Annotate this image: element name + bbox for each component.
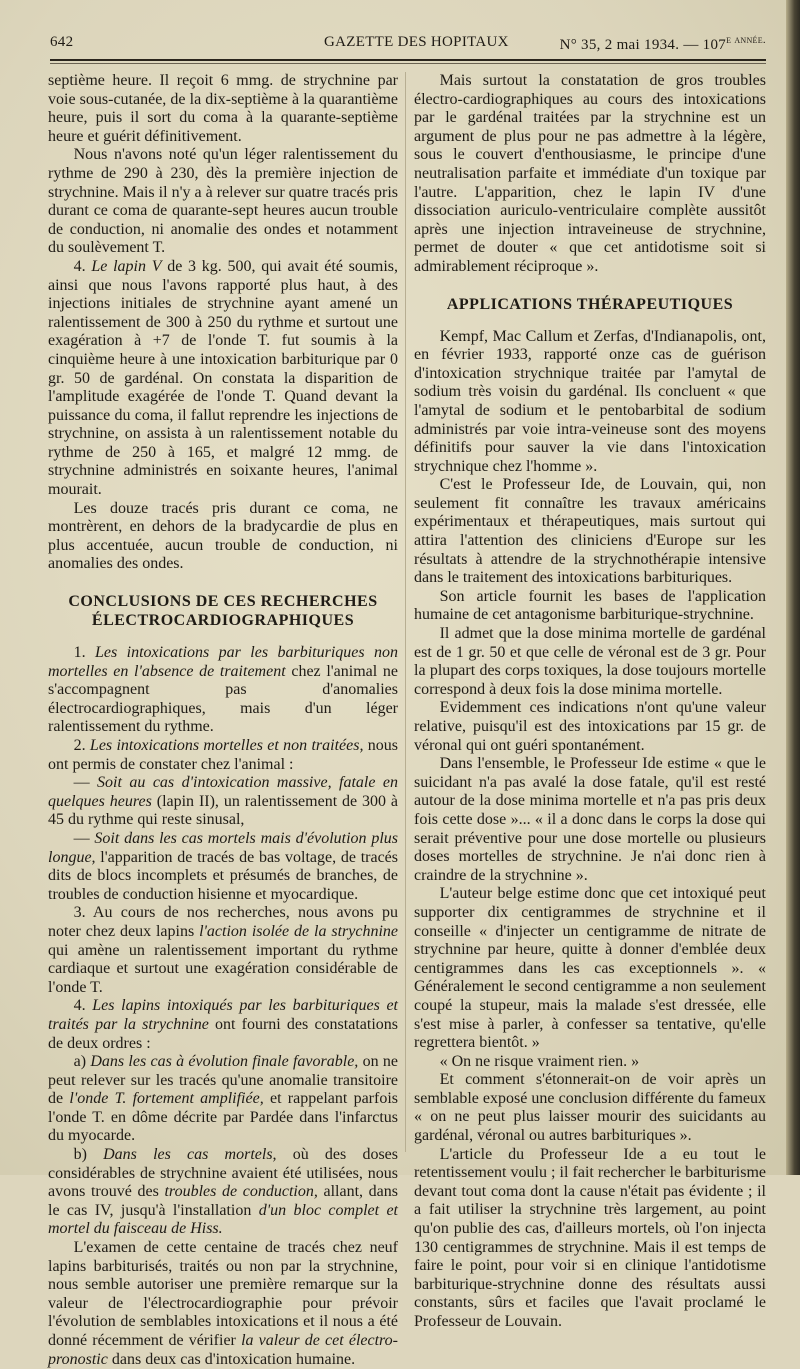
text-run: qui amène un ralentissement important du rythme cardiaque et surtout une exagération considérable de l'onde T. xyxy=(48,941,398,996)
paragraph: Mais surtout la constatation de gros troubles électro-cardiographiques au cours des intoxications par le gardénal traitées par la strychnine est un argument de plus pour ne pas admettre à la légère, sous le couvert d'enthousiasme, le principe d'une neutralisation parfaite et immédiate d'un toxique par l'autre. L'apparition, chez le lapin IV d'une dissociation auriculo-ventriculaire complète aussitôt après une injection intraveineuse de strychnine, permet de douter « que cet antidotisme soit si admirablement réciproque ». xyxy=(414,72,766,275)
left-column xyxy=(48,72,399,1368)
text-run-italic: Les intoxications par les barbituriques non mortelles en l'absence de traitement xyxy=(48,644,399,680)
paragraph xyxy=(48,774,398,830)
text-run-italic: Soit au cas d'intoxication massive, fatale en quelques heures xyxy=(48,774,399,810)
text-run: allant, dans le cas IV, jusqu'à l'installation xyxy=(48,1183,399,1219)
paragraph xyxy=(48,644,398,737)
paragraph: Il admet que la dose minima mortelle de gardénal est de 1 gr. 50 et que celle de véronal est de 3 gr. Pour la plupart des corps toxiques, la dose toujours mortelle correspond à deux fois la dose minima mortelle. xyxy=(414,625,766,698)
issue-date-text: N° 35, 2 mai 1934. — 107 xyxy=(559,37,727,53)
page-number: 642 xyxy=(50,34,74,50)
text-run: L'examen de cette centaine de tracés chez neuf lapins barbiturisés, traités ou non par la strychnine, nous semble autoriser une première remarque sur la valeur de l'électrocardiographie pour prévoir l'évolution de semblables intoxications et il nous a été donné récemment de vérifier xyxy=(48,1239,398,1349)
text-run: 4. xyxy=(73,997,93,1015)
section-heading: CONCLUSIONS DE CES RECHERCHES ÉLECTROCARDIOGRAPHIQUES xyxy=(68,593,378,630)
text-run-italic: Dans les cas mortels, xyxy=(103,1146,277,1164)
text-run: de 3 kg. 500, qui avait été soumis, ainsi que nous l'avons rapporté plus haut, à des injections initiales de strychnine ayant amené un ralentissement de 300 à 250 du rythme et surtout une exagération à +7 de l'onde T. fut soumis à la cinquième heure à une intoxication barbiturique par 0 gr. 50 de gardénal. On constata la disparition de l'amplitude exagérée de l'onde T. Quand devant la puissance du coma, il fallut reprendre les injections de strychnine, on assista à un ralentissement notable du rythme de 250 à 165, et malgré 12 mmg. de strychnine administrés en soixante heures, l'animal mourait. xyxy=(48,257,399,499)
text-run-italic: la valeur de cet électro-pronostic xyxy=(48,1332,398,1368)
text-run-italic: Les intoxications mortelles et non traitées, xyxy=(89,737,364,754)
text-run: 1. xyxy=(73,644,95,662)
text-run: l'apparition de tracés de bas voltage, de tracés dits de blocs incomplets et présumés de branches, de troubles de conduction hisienne et myocardique. xyxy=(48,848,398,903)
text-run: nous ont permis de constater chez l'animal : xyxy=(48,737,399,773)
text-run: dans deux cas d'intoxication humaine. xyxy=(107,1350,356,1368)
page-header xyxy=(50,34,766,54)
header-rule-thin xyxy=(50,63,766,64)
journal-title: GAZETTE DES HOPITAUX xyxy=(324,34,509,50)
text-run: chez l'animal ne s'accompagnent pas d'anomalies électrocardiographiques, mais d'un léger ralentissement du rythme. xyxy=(48,662,398,736)
right-column xyxy=(414,72,766,1330)
paragraph: Et comment s'étonnerait-on de voir après un semblable exposé une conclusion différente du fameux « on ne peut plus laisser mourir des suicidants au gardénal, véronal ou autres barbituriques ». xyxy=(414,1071,766,1145)
text-run: 2. xyxy=(73,737,90,754)
text-run: 3. Au cours de nos recherches, nous avons pu noter chez deux lapins xyxy=(48,904,398,940)
text-run: — xyxy=(73,774,98,792)
text-run-italic: d'un bloc complet et mortel du faisceau de Hiss. xyxy=(48,1201,398,1238)
text-run: ont fourni des constatations de deux ordres : xyxy=(48,1015,398,1052)
paragraph: Les douze tracés pris durant ce coma, ne montrèrent, en dehors de la bradycardie de plus en plus accentuée, aucun trouble de conduction, ni anomalies des ondes. xyxy=(48,499,398,573)
text-run: on ne peut relever sur les tracés qu'une anomalie transitoire de xyxy=(48,1053,398,1108)
paragraph xyxy=(48,1146,398,1239)
text-run: — xyxy=(73,829,95,847)
paragraph: L'article du Professeur Ide a eu tout le retentissement voulu ; il fait rechercher le barbiturisme devant tout coma dont la cause n'était pas évidente ; il a fait utiliser la strychnine très largement, au point qu'on publie des cas, d'ailleurs mortels, où l'on injecta 130 centigrammes de strychnine. Mais il est temps de faire le point, pour voir si en clinique l'antidotisme barbiturique-strychnine donne des résultats aussi constants, sûrs et faciles que l'avait proclamé le Professeur de Louvain. xyxy=(414,1145,766,1330)
paragraph: septième heure. Il reçoit 6 mmg. de strychnine par voie sous-cutanée, de la dix-septième à la quarantième heure, puis il sort du coma à la quarante-septième heure et guérit définitivement. xyxy=(48,72,398,145)
paragraph: Dans l'ensemble, le Professeur Ide estime « que le suicidant n'a pas avalé la dose fatale, qu'il est resté autour de la dose minima mortelle et n'a pas pris deux fois cette dose »... « il a donc dans le corps la dose qui serait préventive pour une dose mortelle ou plusieurs doses mortelles de strychnine. Je n'ai donc rien à craindre de la strychnine ». xyxy=(414,755,766,884)
text-run-italic: troubles de conduction, xyxy=(164,1183,318,1201)
section-heading: APPLICATIONS THÉRAPEUTIQUES xyxy=(446,295,734,313)
paragraph xyxy=(48,904,398,997)
paragraph: Evidemment ces indications n'ont qu'une valeur relative, puisqu'il est des intoxications par 15 gr. de véronal qui ont guéri spontanément. xyxy=(414,699,766,754)
text-run-italic: l'onde T. fortement amplifiée, xyxy=(69,1090,264,1108)
paragraph: L'auteur belge estime donc que cet intoxiqué peut supporter dix centigrammes de strychnine et il conseille « d'injecter un centigramme de nitrate de strychnine par heure, quitte à donner d'emblée deux centigrammes dans les cas exceptionnels ». « Généralement le second centigramme a non seulement coupé la stupeur, mais la malade s'est dressée, elle s'est mise à parler, à confesser sa tentative, qu'elle regrettera bientôt. » xyxy=(414,885,766,1052)
text-run-italic: Dans les cas à évolution finale favorable, xyxy=(90,1053,359,1071)
paragraph xyxy=(48,737,398,774)
text-run-italic: Les lapins intoxiqués par les barbituriques et traités par la strychnine xyxy=(48,997,399,1033)
text-run-italic: l'action isolée de la strychnine xyxy=(199,922,398,940)
paragraph: Nous n'avons noté qu'un léger ralentissement du rythme de 290 à 230, dès la première injection de strychnine. Mais il n'y a à relever sur quatre tracés pris durant ce coma de quarante-sept heures aucun trouble de conduction, ni anomalie des ondes et notamment du soulèvement T. xyxy=(48,146,398,257)
paragraph xyxy=(48,1239,398,1369)
paragraph xyxy=(48,1053,398,1146)
paragraph: Kempf, Mac Callum et Zerfas, d'Indianapolis, ont, en février 1933, rapporté onze cas de guérison d'intoxication strychnique traitée par l'amytal de sodium très voisin du gardénal. Ils concluent « que l'amytal de sodium et le pentobarbital de sodium administrés par voie intra-veineuse sont des moyens définitifs pour sauver la vie dans l'intoxication strychnique chez l'homme ». xyxy=(414,327,766,475)
page-edge-shadow xyxy=(786,0,800,1175)
text-run: b) xyxy=(73,1146,104,1164)
text-run-italic: Soit dans les cas mortels mais d'évolution plus longue, xyxy=(48,829,399,866)
text-run: a) xyxy=(73,1053,91,1071)
text-run: 4. xyxy=(73,257,92,275)
text-run: où des doses considérables de strychnine avaient été utilisées, nous avons trouvé des xyxy=(48,1146,399,1201)
paragraph: « On ne risque vraiment rien. » xyxy=(439,1052,640,1070)
column-divider xyxy=(405,72,406,1152)
paragraph xyxy=(48,258,398,500)
issue-date xyxy=(560,34,766,54)
paragraph: Son article fournit les bases de l'application humaine de cet antagonisme barbiturique-strychnine. xyxy=(414,587,766,624)
paragraph xyxy=(48,830,398,904)
text-run-italic: Le lapin V xyxy=(91,257,162,275)
year-suffix: e année. xyxy=(726,34,766,46)
text-run: (lapin II), un ralentissement de 300 à 45 du rythme qui reste sinusal, xyxy=(48,792,399,829)
paragraph: C'est le Professeur Ide, de Louvain, qui, non seulement fit connaître les travaux américains expérimentaux et thérapeutiques, mais surtout qui attira l'attention des cliniciens d'Europe sur les résultats à attendre de la strychnothérapie intensive dans le traitement des intoxications barbituriques. xyxy=(414,476,766,587)
paragraph xyxy=(48,997,398,1053)
text-run: et rappelant parfois l'onde T. en dôme décrite par Pardée dans l'infarctus du myocarde. xyxy=(48,1090,399,1145)
header-rule xyxy=(50,59,766,61)
